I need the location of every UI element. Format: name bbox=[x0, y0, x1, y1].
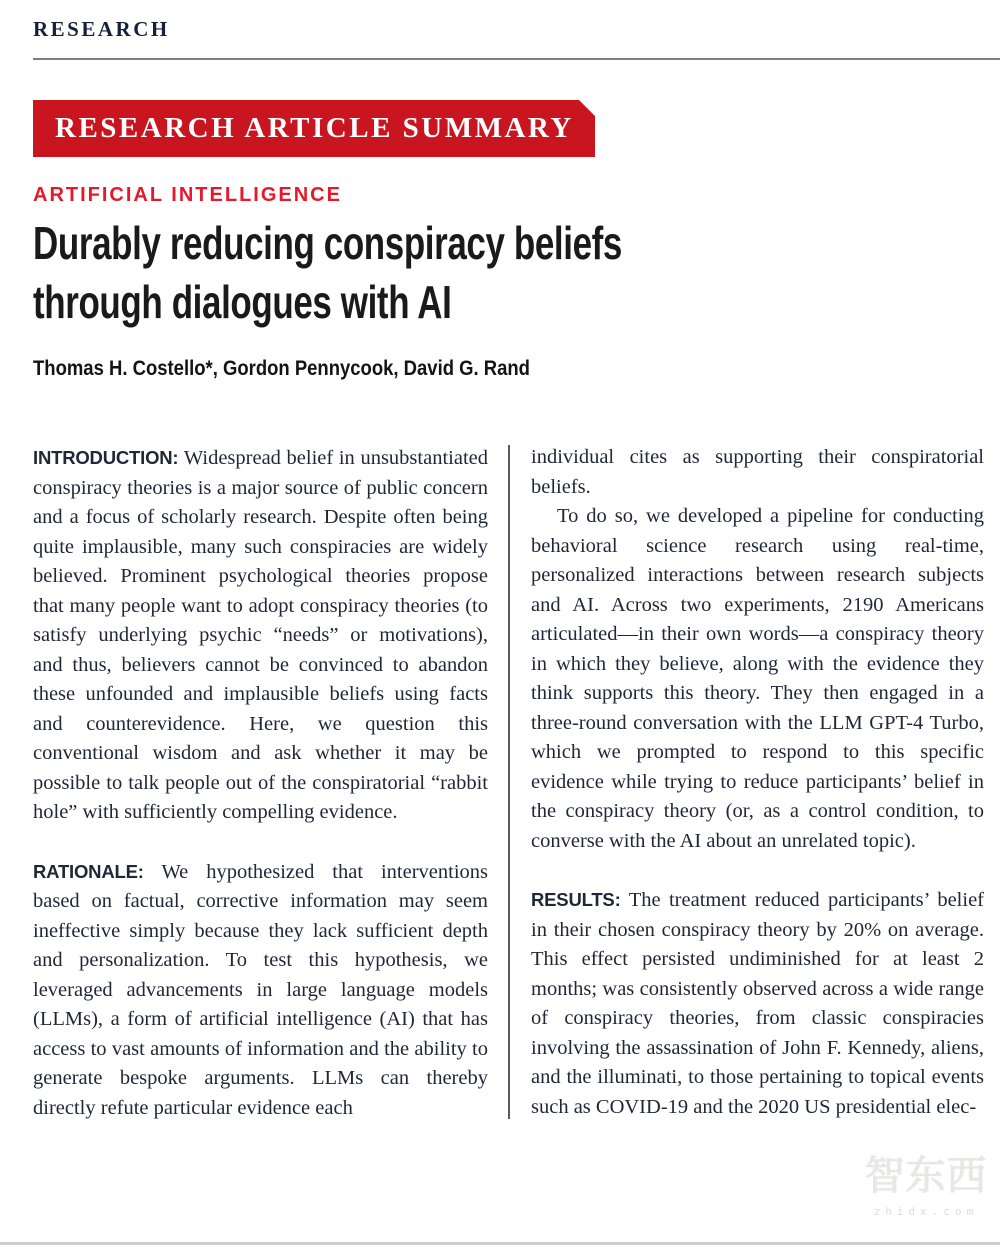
top-rule bbox=[33, 58, 1000, 60]
journal-section-kicker: RESEARCH bbox=[33, 17, 170, 41]
body-column-right bbox=[531, 443, 984, 1123]
section-lead: RATIONALE: bbox=[33, 860, 162, 882]
section-lead: INTRODUCTION: bbox=[33, 447, 184, 468]
section-lead: RESULTS: bbox=[531, 889, 629, 910]
body-column-left bbox=[33, 443, 488, 1123]
bottom-rule bbox=[0, 1242, 1000, 1245]
body-paragraph: RATIONALE: We hypothesized that interventions based on factual, corrective information may seem ineffective simply because they lack sufficient depth and personalization. To test this hypothesis, we leveraged advancements in large language models (LLMs), a form of artificial intelligence (AI) that has access to vast amounts of information and the ability to generate bespoke arguments. LLMs can thereby directly refute particular evidence each bbox=[33, 860, 488, 1119]
column-divider-rule bbox=[508, 445, 510, 1119]
page-title-line-2: through dialogues with AI bbox=[33, 276, 452, 328]
article-type-banner bbox=[33, 100, 595, 157]
body-paragraph: RESULTS: The treatment reduced participants’ belief in their chosen conspiracy theory by 20% on average. This effect persisted undiminished for at least 2 months; was consistently observed across a wide range of conspiracy theories, from classic conspiracies involving the assassination of John F. Kennedy, aliens, and the illuminati, to those pertaining to topical events such as COVID-19 and the 2020 US presidential elec- bbox=[531, 889, 985, 1118]
body-paragraph: To do so, we developed a pipeline for conducting behavioral science research using real-time, personalized interactions between research subjects and AI. Across two experiments, 2190 Americans articulated—in their own words—a conspiracy theory in which they believe, along with the evidence they think supports this theory. They then engaged in a three-round conversation with the LLM GPT-4 Turbo, which we prompted to respond to this specific evidence while trying to reduce participants’ belief in the conspiracy theory (or, as a control condition, to converse with the AI about an unrelated topic). bbox=[531, 505, 984, 852]
page-title bbox=[33, 214, 732, 332]
byline-authors: Thomas H. Costello*, Gordon Pennycook, David G. Rand bbox=[33, 357, 530, 380]
topic-label: ARTIFICIAL INTELLIGENCE bbox=[33, 184, 342, 206]
watermark bbox=[852, 1148, 1000, 1218]
folded-corner-icon bbox=[579, 100, 595, 116]
watermark-logo-icon: 智东西 bbox=[864, 1153, 988, 1199]
article-type-banner-label: RESEARCH ARTICLE SUMMARY bbox=[55, 112, 574, 144]
body-paragraph: INTRODUCTION: Widespread belief in unsubstantiated conspiracy theories is a major source of public concern and a focus of scholarly research. Despite often being quite implausible, many such conspiracies are widely believed. Prominent psychological theories propose that many people want to adopt conspiracy theories (to satisfy underlying psychic “needs” or motivations), and thus, believers cannot be convinced to abandon these unfounded and implausible beliefs using facts and counterevidence. Here, we question this conventional wisdom and ask whether it may be possible to talk people out of the conspiratorial “rabbit hole” with sufficiently compelling evidence. bbox=[33, 447, 488, 823]
page-title-line-1: Durably reducing conspiracy beliefs bbox=[33, 217, 622, 269]
watermark-domain: zhidx.com bbox=[873, 1205, 979, 1218]
body-paragraph: individual cites as supporting their conspiratorial beliefs. bbox=[531, 446, 984, 498]
article-body bbox=[33, 443, 985, 1123]
